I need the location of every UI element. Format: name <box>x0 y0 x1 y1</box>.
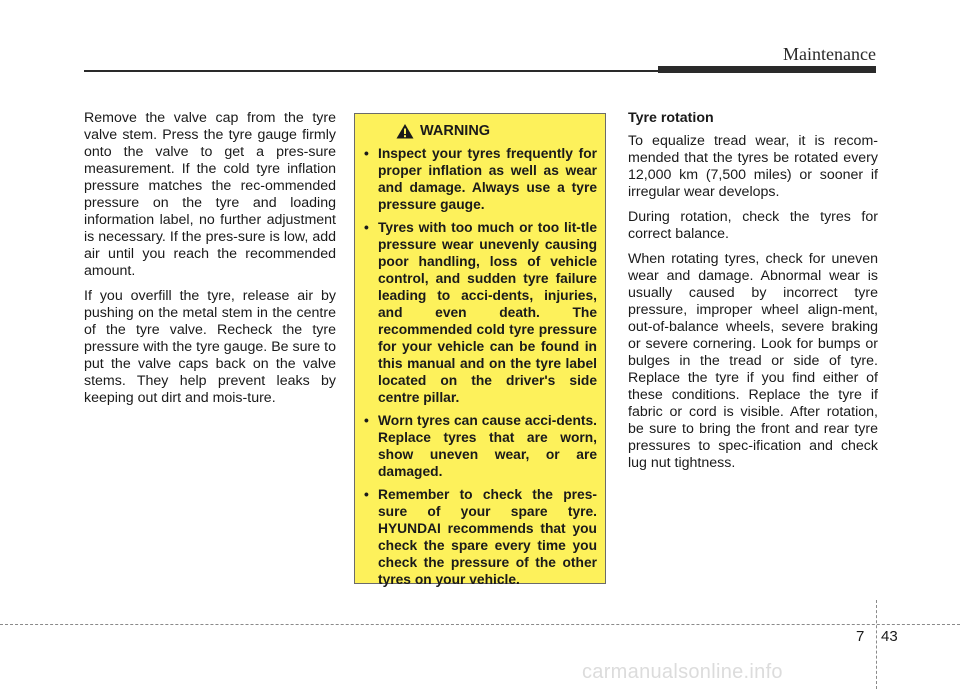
warning-item: • Inspect your tyres frequently for proper inflation as well as wear and damage. Always use a tyre pressure gauge. <box>364 146 597 212</box>
warning-list <box>364 145 597 588</box>
warning-item: • Worn tyres can cause acci-dents. Replace tyres that are worn, show uneven wear, or are damaged. <box>364 413 597 479</box>
section-heading: Tyre rotation <box>628 110 714 126</box>
warning-item: • Tyres with too much or too lit-tle pressure wear unevenly causing poor handling, loss of vehicle control, and sudden tyre failure leading to acci-dents, injuries, and even death. The recommended cold tyre pressure for your vehicle can be found in this manual and on the tyre label located on the driver's side centre pillar. <box>364 220 597 405</box>
paragraph: When rotating tyres, check for uneven wear and damage. Abnormal wear is usually caused by incorrect tyre pressure, improper wheel align-ment, out-of-balance wheels, severe braking or severe cornering. Look for bumps or bulges in the tread or side of tyre. Replace the tyre if you find either of these conditions. Replace the tyre if fabric or cord is visible. After rotation, be sure to bring the front and rear tyre pressures to spec-ification and check lug nut tightness. <box>628 251 878 471</box>
warning-header <box>396 123 597 139</box>
header-rule-thick <box>658 66 876 73</box>
paragraph: During rotation, check the tyres for correct balance. <box>628 209 878 242</box>
warning-item: • Remember to check the pres-sure of your spare tyre. HYUNDAI recommends that you check the spare every time you check the pressure of the other tyres on your vehicle. <box>364 487 597 587</box>
left-column <box>84 110 336 415</box>
footer-divider <box>0 624 960 625</box>
paragraph: Remove the valve cap from the tyre valve stem. Press the tyre gauge firmly onto the valve to get a pres-sure measurement. If the cold tyre inflation pressure matches the rec-ommended pressure on the tyre and loading information label, no further adjustment is necessary. If the pres-sure is low, add air until you reach the recommended amount. <box>84 110 336 279</box>
warning-box <box>354 113 606 587</box>
warning-triangle-icon <box>396 123 414 139</box>
section-title: Maintenance <box>783 44 876 64</box>
right-column <box>628 110 878 480</box>
header-rule-thin <box>84 70 664 72</box>
footer-vertical-divider <box>876 600 877 689</box>
paragraph: To equalize tread wear, it is recom-mended that the tyres be rotated every 12,000 km (7,500 miles) or sooner if irregular wear develops. <box>628 133 878 200</box>
watermark: carmanualsonline.info <box>582 661 783 683</box>
warning-title: WARNING <box>420 123 491 139</box>
paragraph: If you overfill the tyre, release air by pushing on the metal stem in the centre of the tyre valve. Recheck the tyre pressure with the tyre gauge. Be sure to put the valve caps back on the valve stems. They help prevent leaks by keeping out dirt and mois-ture. <box>84 288 336 406</box>
page-number: 43 <box>881 628 898 645</box>
chapter-number: 7 <box>856 628 865 645</box>
